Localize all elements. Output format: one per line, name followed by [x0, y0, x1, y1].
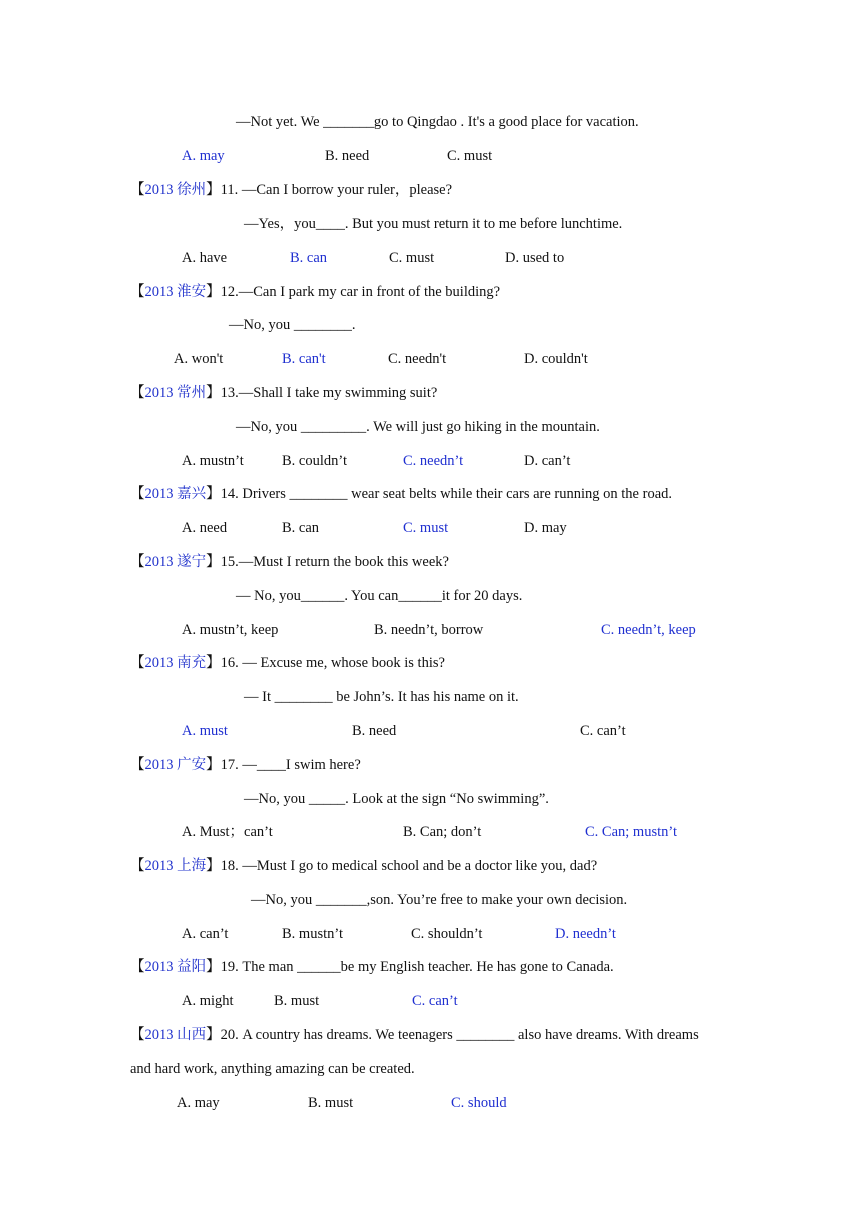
option: B. must [274, 993, 320, 1009]
option: A. mustn’t, keep [182, 622, 279, 638]
answer-line: —No, you _______,son. You’re free to make your own decision. [251, 892, 628, 908]
option: D. used to [505, 250, 565, 266]
question-text: 13.—Shall I take my swimming suit? [220, 385, 438, 401]
option-correct: C. must [403, 520, 449, 536]
option-correct: B. can [290, 250, 328, 266]
question-line [130, 384, 437, 402]
question-text: 14. Drivers ________ wear seat belts while their cars are running on the road. [220, 486, 673, 502]
answer-line: —No, you _____. Look at the sign “No swimming”. [244, 791, 549, 807]
question-source: 【2013 益阳】 [130, 959, 221, 975]
question-line [130, 283, 500, 301]
option: C. must [389, 250, 435, 266]
option: B. couldn’t [282, 453, 347, 469]
question-text: 17. —____I swim here? [220, 757, 361, 773]
answer-line: —No, you ________. [229, 317, 356, 333]
option: B. Can; don’t [403, 824, 482, 840]
option: C. can’t [580, 723, 626, 739]
option-correct: C. Can; mustn’t [585, 824, 677, 840]
option: B. must [308, 1095, 354, 1111]
option: A. can’t [182, 926, 229, 942]
option: C. must [447, 148, 493, 164]
question-text: 19. The man ______be my English teacher. He has gone to Canada. [220, 959, 614, 975]
option: B. need [325, 148, 370, 164]
question-line [130, 654, 445, 672]
option-correct: C. needn’t, keep [601, 622, 696, 638]
option-correct: B. can't [282, 351, 326, 367]
question-text: 20. A country has dreams. We teenagers ________ also have dreams. With dreams [220, 1027, 699, 1043]
option: C. shouldn’t [411, 926, 483, 942]
question-text: 18. —Must I go to medical school and be a doctor like you, dad? [220, 858, 598, 874]
question-text: 16. — Excuse me, whose book is this? [220, 655, 445, 671]
question-source: 【2013 徐州】 [130, 182, 221, 198]
question-source: 【2013 南充】 [130, 655, 221, 671]
option: C. needn't [388, 351, 447, 367]
option: A. might [182, 993, 234, 1009]
option: A. won't [174, 351, 224, 367]
question-source: 【2013 淮安】 [130, 284, 221, 300]
option-correct: C. needn’t [403, 453, 464, 469]
question-text: 15.―Must I return the book this week? [220, 554, 449, 570]
question-source: 【2013 嘉兴】 [130, 486, 221, 502]
option-correct: D. needn’t [555, 926, 616, 942]
answer-line: —Yes，you____. But you must return it to me before lunchtime. [244, 216, 623, 232]
question-source: 【2013 遂宁】 [130, 554, 221, 570]
option: B. need [352, 723, 397, 739]
question-line [130, 181, 452, 199]
question-source: 【2013 上海】 [130, 858, 221, 874]
option: B. can [282, 520, 320, 536]
option: D. may [524, 520, 567, 536]
question-source: 【2013 常州】 [130, 385, 221, 401]
option: A. Must；can’t [182, 824, 273, 840]
option: B. needn’t, borrow [374, 622, 484, 638]
option: A. need [182, 520, 228, 536]
option-correct: A. must [182, 723, 228, 739]
question-line [130, 857, 597, 875]
question-source: 【2013 广安】 [130, 757, 221, 773]
question-line [130, 1026, 699, 1044]
question-line [130, 958, 614, 976]
question-line [130, 553, 449, 571]
option: D. couldn't [524, 351, 588, 367]
option: A. mustn’t [182, 453, 244, 469]
option-correct: A. may [182, 148, 225, 164]
question-line [130, 485, 672, 503]
option: D. can’t [524, 453, 571, 469]
answer-line: ― No, you______. You can______it for 20 days. [236, 588, 523, 604]
option-correct: C. can’t [412, 993, 458, 1009]
option: A. have [182, 250, 228, 266]
question-continuation: and hard work, anything amazing can be created. [130, 1061, 415, 1077]
answer-line: — It ________ be John’s. It has his name on it. [244, 689, 519, 705]
question-text: 11. —Can I borrow your ruler，please? [220, 182, 453, 198]
option: A. may [177, 1095, 220, 1111]
question-text: 12.—Can I park my car in front of the building? [220, 284, 501, 300]
option: B. mustn’t [282, 926, 343, 942]
answer-line: —No, you _________. We will just go hiking in the mountain. [236, 419, 600, 435]
question-source: 【2013 山西】 [130, 1027, 221, 1043]
answer-line: —Not yet. We _______go to Qingdao . It's a good place for vacation. [236, 114, 639, 130]
question-line [130, 756, 361, 774]
option-correct: C. should [451, 1095, 507, 1111]
